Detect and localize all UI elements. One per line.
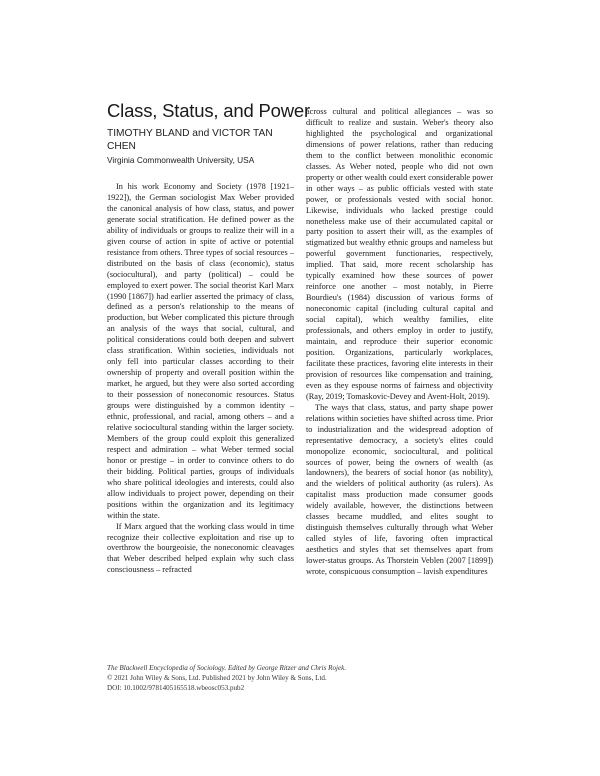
body-paragraph: The ways that class, status, and party shape power relations within societies have shifted across time. Prior to industrialization and the widespread adoption of representative democracy, a society's elites could monopolize economic, sociocultural, and political sources of power, being the owners of wealth (as landowners), the bearers of social honor (as nobility), and the wielders of political authority (as rulers). As capitalist mass production made consumer goods widely available, however, the distinctions between classes became muddled, and elites sought to distinguish themselves culturally through what Weber called styles of life, favoring often impractical aesthetics and styles that set themselves apart from lower-status groups. As Thorstein Veblen (2007 [1899]) wrote, conspicuous consumption – lavish expenditures (306, 402, 493, 577)
body-paragraph: In his work Economy and Society (1978 [1921–1922]), the German sociologist Max Weber provided the canonical analysis of how class, status, and power generate social stratification. He defined power as the ability of individuals or groups to realize their will in a given course of action in spite of active or potential resistance from others. Three types of social resources – distributed on the basis of class (economic), status (sociocultural), and party (political) – could be employed to exert power. The social theorist Karl Marx (1990 [1867]) had earlier asserted the primacy of class, defined as a person's relationship to the means of production, but Weber complicated this picture through an analysis of the ways that social, cultural, and political considerations could both deepen and subvert class stratification. Within societies, individuals not only fell into particular classes according to their ownership of property and overall position within the market, he argued, but they were also sorted according to their possession of noneconomic resources. Status groups were distinguished by a common identity – ethnic, professional, and racial, among others – and a relative sociocultural standing within the larger society. Members of the group could exploit this generalized respect and admiration – what Weber termed social honor or prestige – in order to convince others to do their bidding. Political parties, groups of individuals who share political ideologies and interests, could also allow individuals to project power, depending on their positions within the organization and its legitimacy within the state. (107, 182, 294, 520)
text-column-right (306, 107, 493, 578)
publication-footer (107, 663, 507, 693)
article-title: Class, Status, and Power (107, 100, 310, 121)
article-authors: TIMOTHY BLAND and VICTOR TAN CHEN (107, 128, 273, 152)
text-column-left (107, 182, 294, 576)
encyclopedia-source: The Blackwell Encyclopedia of Sociology. Edited by George Ritzer and Chris Rojek. (107, 664, 347, 672)
author-affiliation: Virginia Commonwealth University, USA (107, 155, 255, 165)
copyright-line: © 2021 John Wiley & Sons, Ltd. Published 2021 by John Wiley & Sons, Ltd. (107, 674, 327, 682)
doi-line: DOI: 10.1002/9781405165518.wbeosc053.pub2 (107, 684, 245, 692)
body-paragraph: across cultural and political allegiances – was so difficult to realize and sustain. Weber's theory also highlighted the psychological and organizational dimensions of power relations, rather than reducing them to the conflict between monolithic economic classes. As Weber noted, people who did not own property or other wealth could exert considerable power in other ways – as public officials vested with state power, or professionals vested with social honor. Likewise, individuals who lacked prestige could nonetheless make use of their accumulated capital or party position to assert their will, as the examples of stigmatized but wealthy ethnic groups and nameless but powerful government functionaries, respectively, implied. That said, more recent scholarship has typically examined how these sources of power reinforce one another – most notably, in Pierre Bourdieu's (1984) discussion of various forms of noneconomic capital (including cultural capital and social capital), which wealthy families, elite professionals, and others employ in order to justify, maintain, and reproduce their superior economic position. Organizations, particularly workplaces, facilitate these practices, favoring elite interests in their provision of resources like compensation and training, even as they espouse norms of fairness and objectivity (Ray, 2019; Tomaskovic-Devey and Avent-Holt, 2019). (306, 107, 493, 401)
body-paragraph: If Marx argued that the working class would in time recognize their collective exploitation and rise up to overthrow the bourgeoisie, the noneconomic cleavages that Weber described helped explain why such class consciousness – refracted (107, 521, 294, 575)
